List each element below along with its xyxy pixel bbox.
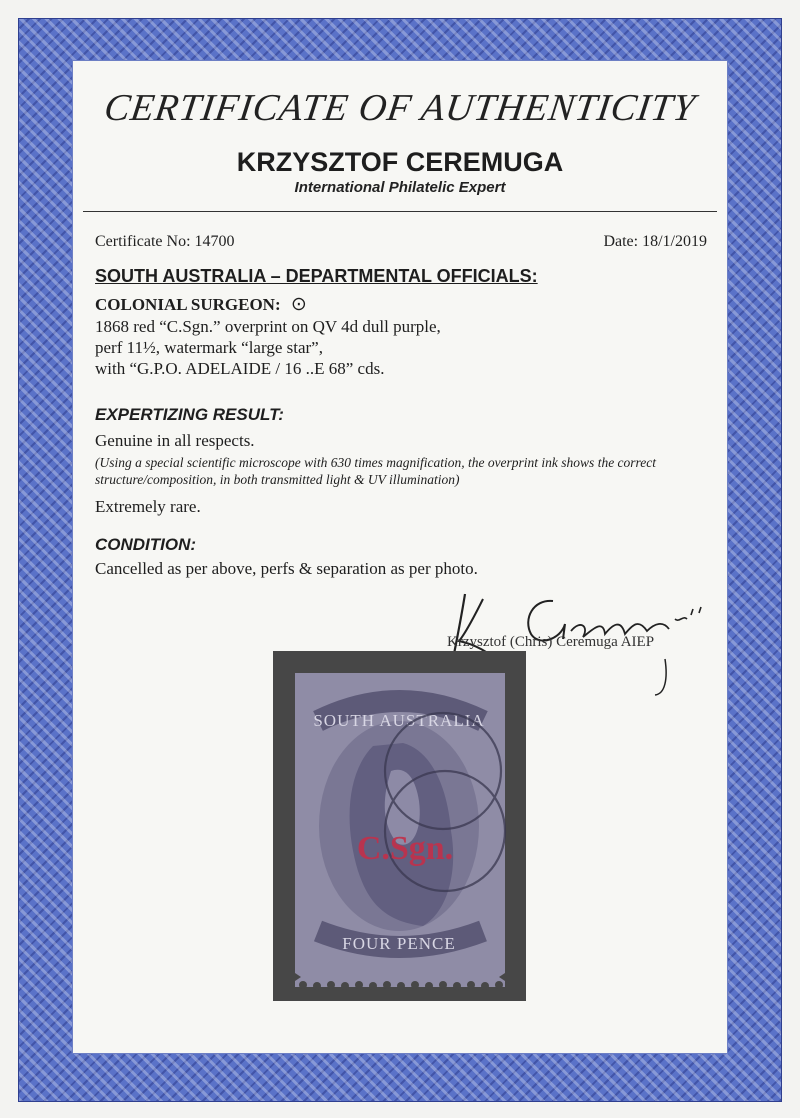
certificate-date: Date: 18/1/2019 — [603, 233, 707, 250]
department-heading — [95, 293, 705, 316]
stamp-overprint: C.Sgn. — [356, 830, 454, 867]
stamp-bottom-inscription: FOUR PENCE — [342, 934, 456, 953]
expertizing-note: (Using a special scientific microscope with 630 times magnification, the overprint ink shows the correct structure/composition, in both transmitted light & UV illumination) — [95, 455, 657, 487]
description-line: perf 11½, watermark “large star”, — [95, 338, 323, 357]
stamp-description — [95, 316, 705, 379]
stamp-photo — [273, 651, 526, 1001]
expertizing-result: Genuine in all respects. — [95, 431, 255, 450]
description-line: 1868 red “C.Sgn.” overprint on QV 4d dull purple, — [95, 317, 441, 336]
expert-subtitle: International Philatelic Expert — [294, 179, 506, 196]
condition-heading: CONDITION: — [95, 535, 197, 554]
divider — [83, 211, 717, 212]
condition-text: Cancelled as per above, perfs & separation as per photo. — [95, 559, 478, 578]
stamp-top-inscription: SOUTH AUSTRALIA — [313, 711, 485, 730]
expertizing-heading: EXPERTIZING RESULT: — [95, 405, 284, 424]
rarity-text: Extremely rare. — [95, 497, 201, 516]
certificate-number: Certificate No: 14700 — [95, 233, 235, 250]
expert-name: KRZYSZTOF CEREMUGA — [236, 147, 564, 177]
description-line: with “G.P.O. ADELAIDE / 16 ..E 68” cds. — [95, 359, 385, 378]
department-label: COLONIAL SURGEON: — [95, 295, 281, 314]
country-heading: SOUTH AUSTRALIA – DEPARTMENTAL OFFICIALS: — [95, 266, 538, 286]
signatory-name: Krzysztof (Chris) Ceremuga AIEP — [447, 634, 655, 650]
cds-symbol: ⊙ — [290, 294, 307, 315]
certificate-title: CERTIFICATE OF AUTHENTICITY — [101, 87, 699, 129]
stamp-image — [273, 651, 526, 1001]
certificate-paper — [72, 60, 728, 1054]
